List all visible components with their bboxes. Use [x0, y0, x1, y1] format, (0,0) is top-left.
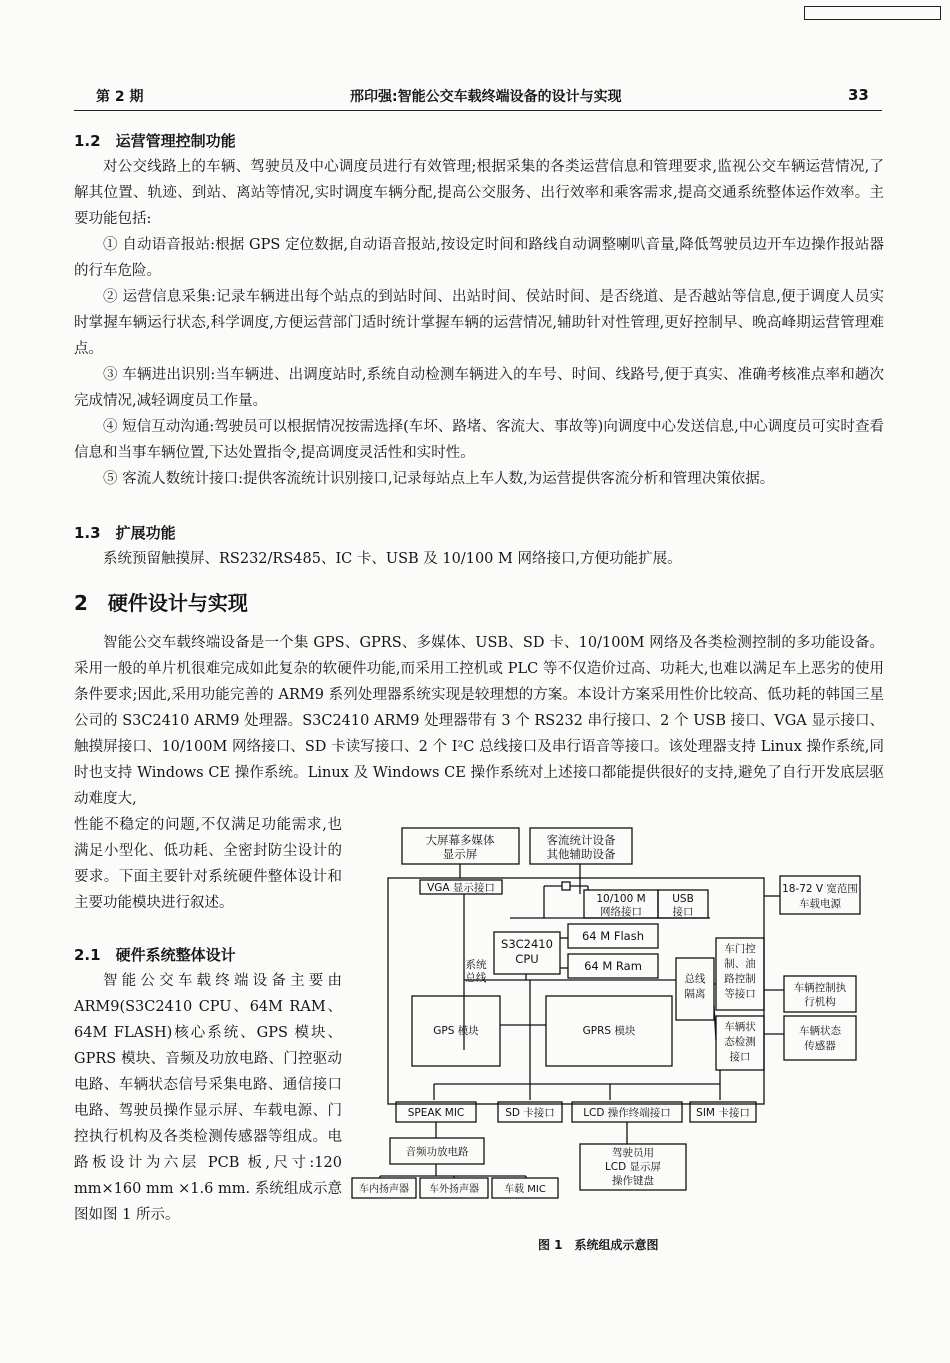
speaker-out-label: 车外扬声器 — [429, 1184, 479, 1195]
usb-line1: USB — [672, 893, 694, 905]
lcd-if-label: LCD 操作终端接口 — [583, 1107, 671, 1119]
issue-label: 第 2 期 — [96, 89, 144, 105]
section-2-1-title: 2.1 硬件系统整体设计 — [74, 946, 236, 964]
function-item-4: ④ 短信互动沟通:驾驶员可以根据情况按需选择(车坏、路堵、客流大、事故等)向调度中心发送信息,中心调度员可实时查看信息和当事车辆位置,下达处置指令,提高调度灵活性和实时性。 — [74, 419, 884, 461]
section-1-2-title: 1.2 运营管理控制功能 — [74, 132, 236, 150]
cpu-line2: CPU — [515, 952, 539, 966]
gps-label: GPS 模块 — [433, 1025, 479, 1037]
isolation-line1: 总线 — [684, 973, 706, 985]
door-ctrl-line4: 等接口 — [724, 988, 756, 1000]
mic-label: 车载 MIC — [504, 1184, 546, 1195]
section-2-paragraph: 智能公交车载终端设备是一个集 GPS、GPRS、多媒体、USB、SD 卡、10/100M 网络及各类检测控制的多功能设备。采用一般的单片机很难完成如此复杂的软硬件功能,而采用工控机或 PLC 等不仅造价过高、功耗大,也难以满足车上恶劣的使用条件要求;因此,采用功能完善的 ARM9 系列处理器系统实现是较理想的方案。本设计方案采用性价比较高、低功耗的韩国三星公司的 S3C2410 ARM9 处理器。S3C2410 ARM9 处理器带有 3 个 RS232 串行接口、2 个 USB 接口、VGA 显示接口、触摸屏接口、10/100M 网络接口、SD 卡读写接口、2 个 I²C 总线接口及串行语音等接口。该处理器支持 Linux 操作系统,同时也支持 Windows CE 操作系统。Linux 及 Windows CE 操作系统对上述接口都能提供很好的支持,避免了自行开发底层驱动难度大, — [74, 635, 884, 807]
section-2-title: 2 硬件设计与实现 — [74, 591, 248, 615]
status-detect-line1: 车辆状 — [724, 1021, 756, 1033]
actuator-line2: 行机构 — [804, 996, 836, 1008]
speak-mic-label: SPEAK MIC — [407, 1107, 465, 1119]
function-item-5: ⑤ 客流人数统计接口:提供客流统计识别接口,记录每站点上车人数,为运营提供客流分析和管理决策依据。 — [103, 471, 775, 487]
big-screen-line1: 大屏幕多媒体 — [425, 833, 495, 847]
bus-line2: 总线 — [465, 972, 487, 984]
status-detect-line2: 态检测 — [724, 1036, 756, 1048]
section-1-2-intro: 对公交线路上的车辆、驾驶员及中心调度员进行有效管理;根据采集的各类运营信息和管理要求,监视公交车辆运营情况,了解其位置、轨迹、到站、离站等情况,实时调度车辆分配,提高公交服务、出行效率和乘客需求,提高交通系统整体运作效率。主要功能包括: — [74, 159, 884, 227]
sim-label: SIM 卡接口 — [696, 1107, 750, 1119]
function-item-3: ③ 车辆进出识别:当车辆进、出调度站时,系统自动检测车辆进入的车号、时间、线路号,便于真实、准确考核准点率和趟次完成情况,减轻调度员工作量。 — [74, 367, 884, 409]
header-rule — [74, 110, 882, 111]
sensor-line1: 车辆状态 — [799, 1025, 841, 1037]
section-1-3-text: 系统预留触摸屏、RS232/RS485、IC 卡、USB 及 10/100 M 网络接口,方便功能扩展。 — [103, 551, 682, 567]
usb-line2: 接口 — [672, 906, 694, 918]
lcd-panel-line3: 操作键盘 — [612, 1175, 654, 1187]
function-item-1: ① 自动语音报站:根据 GPS 定位数据,自动语音报站,按设定时间和路线自动调整喇叭音量,降低驾驶员边开车边操作报站器的行车危险。 — [74, 237, 884, 279]
passenger-counter-line1: 客流统计设备 — [546, 833, 616, 847]
isolation-line2: 隔离 — [684, 988, 706, 1000]
gprs-label: GPRS 模块 — [582, 1025, 636, 1037]
function-item-2: ② 运营信息采集:记录车辆进出每个站点的到站时间、出站时间、侯站时间、是否绕道、是否越站等信息,便于调度人员实时掌握车辆运行状态,科学调度,方便运营部门适时统计掌握车辆的运营情况,辅助针对性管理,更好控制早、晚高峰期运营管理难点。 — [74, 289, 884, 357]
door-ctrl-line2: 制、油 — [724, 958, 756, 970]
power-line1: 18-72 V 宽范围 — [782, 883, 858, 895]
passenger-counter-line2: 其他辅助设备 — [546, 847, 616, 861]
section-2-1-text: 智能公交车载终端设备主要由 ARM9(S3C2410 CPU、64M RAM、64M FLASH)核心系统、GPS 模块、GPRS 模块、音频及功放电路、门控驱动电路、车辆状态信号采集电路、通信接口电路、驾驶员操作显示屏、车载电源、门控执行机构及各类检测传感器等组成。电路板设计为六层 PCB 板,尺寸:120 mm×160 mm ×1.6 mm. 系统组成示意图如图 1 所示。 — [74, 973, 342, 1223]
system-block-diagram — [350, 820, 870, 1210]
cpu-line1: S3C2410 — [501, 937, 553, 951]
figure-caption: 图 1 系统组成示意图 — [538, 1238, 659, 1252]
page-number: 33 — [848, 86, 869, 104]
audio-amp-label: 音频功放电路 — [405, 1146, 469, 1158]
lcd-panel-line2: LCD 显示屏 — [604, 1161, 662, 1173]
status-detect-line3: 接口 — [729, 1051, 751, 1063]
flash-label: 64 M Flash — [581, 929, 645, 943]
vga-label: VGA 显示接口 — [427, 882, 495, 894]
ram-label: 64 M Ram — [584, 959, 642, 973]
power-line2: 车载电源 — [799, 898, 841, 910]
section-2-paragraph-continued: 性能不稳定的问题,不仅满足功能需求,也满足小型化、低功耗、全密封防尘设计的要求。下面主要针对系统硬件整体设计和主要功能模块进行叙述。 — [74, 817, 342, 911]
running-title: 邢印强:智能公交车载终端设备的设计与实现 — [350, 89, 622, 105]
big-screen-line2: 显示屏 — [442, 847, 478, 861]
net-line2: 网络接口 — [600, 906, 642, 918]
door-ctrl-line3: 路控制 — [724, 973, 756, 985]
bus-line1: 系统 — [465, 959, 487, 971]
lcd-panel-line1: 驾驶员用 — [612, 1147, 654, 1159]
net-line1: 10/100 M — [596, 893, 646, 905]
sd-label: SD 卡接口 — [505, 1107, 555, 1119]
sensor-line2: 传感器 — [804, 1040, 836, 1052]
door-ctrl-line1: 车门控 — [724, 943, 756, 955]
top-right-box — [804, 6, 941, 20]
section-1-3-title: 1.3 扩展功能 — [74, 524, 176, 542]
speaker-in-label: 车内扬声器 — [359, 1184, 409, 1195]
actuator-line1: 车辆控制执 — [793, 982, 847, 994]
sensor-box — [784, 1016, 856, 1060]
